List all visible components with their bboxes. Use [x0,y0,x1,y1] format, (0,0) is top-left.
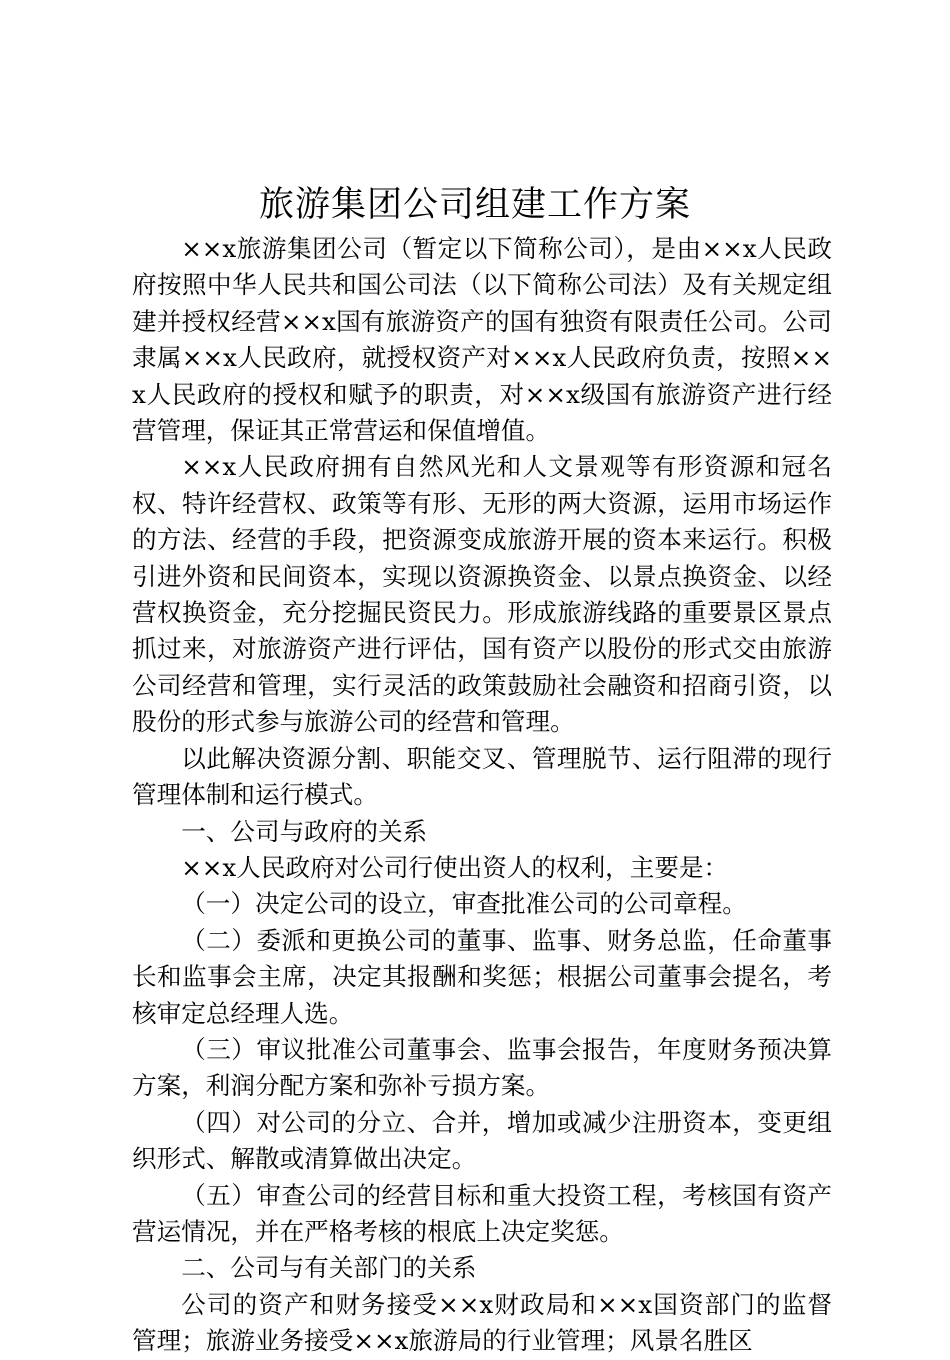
document-title: 旅游集团公司组建工作方案 [258,185,691,225]
paragraph-supervision: 公司的资产和财务接受××x财政局和××x国资部门的监督管理；旅游业务接受××x旅游局的行业管理；风景名胜区 [132,1289,832,1356]
list-item-3: （三）审议批准公司董事会、监事会报告，年度财务预决算方案，利润分配方案和弥补亏损方案。 [132,1034,832,1101]
paragraph-purpose: 以此解决资源分割、职能交叉、管理脱节、运行阻滞的现行管理体制和运行模式。 [132,743,832,810]
paragraph-resources: ××x人民政府拥有自然风光和人文景观等有形资源和冠名权、特许经营权、政策等有形、无形的两大资源，运用市场运作的方法、经营的手段，把资源变成旅游开展的资本来运行。积极引进外资和民间资本，实现以资源换资金、以景点换资金、以经营权换资金，充分挖掘民资民力。形成旅游线路的重要景区景点抓过来，对旅游资产进行评估，国有资产以股份的形式交由旅游公司经营和管理，实行灵活的政策鼓励社会融资和招商引资，以股份的形式参与旅游公司的经营和管理。 [132,452,832,737]
paragraph-investor-rights: ××x人民政府对公司行使出资人的权利，主要是： [181,852,729,882]
document-body [132,231,832,1360]
section-heading-departments: 二、公司与有关部门的关系 [181,1253,477,1283]
section-heading-government: 一、公司与政府的关系 [181,816,428,846]
paragraph-intro: ××x旅游集团公司（暂定以下简称公司），是由××x人民政府按照中华人民共和国公司法（以下简称公司法）及有关规定组建并授权经营××x国有旅游资产的国有独资有限责任公司。公司隶属××x人民政府，就授权资产对××x人民政府负责，按照××x人民政府的授权和赋予的职责，对××x级国有旅游资产进行经营管理，保证其正常营运和保值增值。 [132,234,832,446]
list-item-2: （二）委派和更换公司的董事、监事、财务总监，任命董事长和监事会主席，决定其报酬和奖惩；根据公司董事会提名，考核审定总经理人选。 [132,925,832,1028]
list-item-1: （一）决定公司的设立，审查批准公司的公司章程。 [181,889,747,919]
list-item-5: （五）审查公司的经营目标和重大投资工程，考核国有资产营运情况，并在严格考核的根底上决定奖惩。 [132,1180,832,1246]
list-item-4: （四）对公司的分立、合并，增加或减少注册资本，变更组织形式、解散或清算做出决定。 [132,1107,832,1174]
